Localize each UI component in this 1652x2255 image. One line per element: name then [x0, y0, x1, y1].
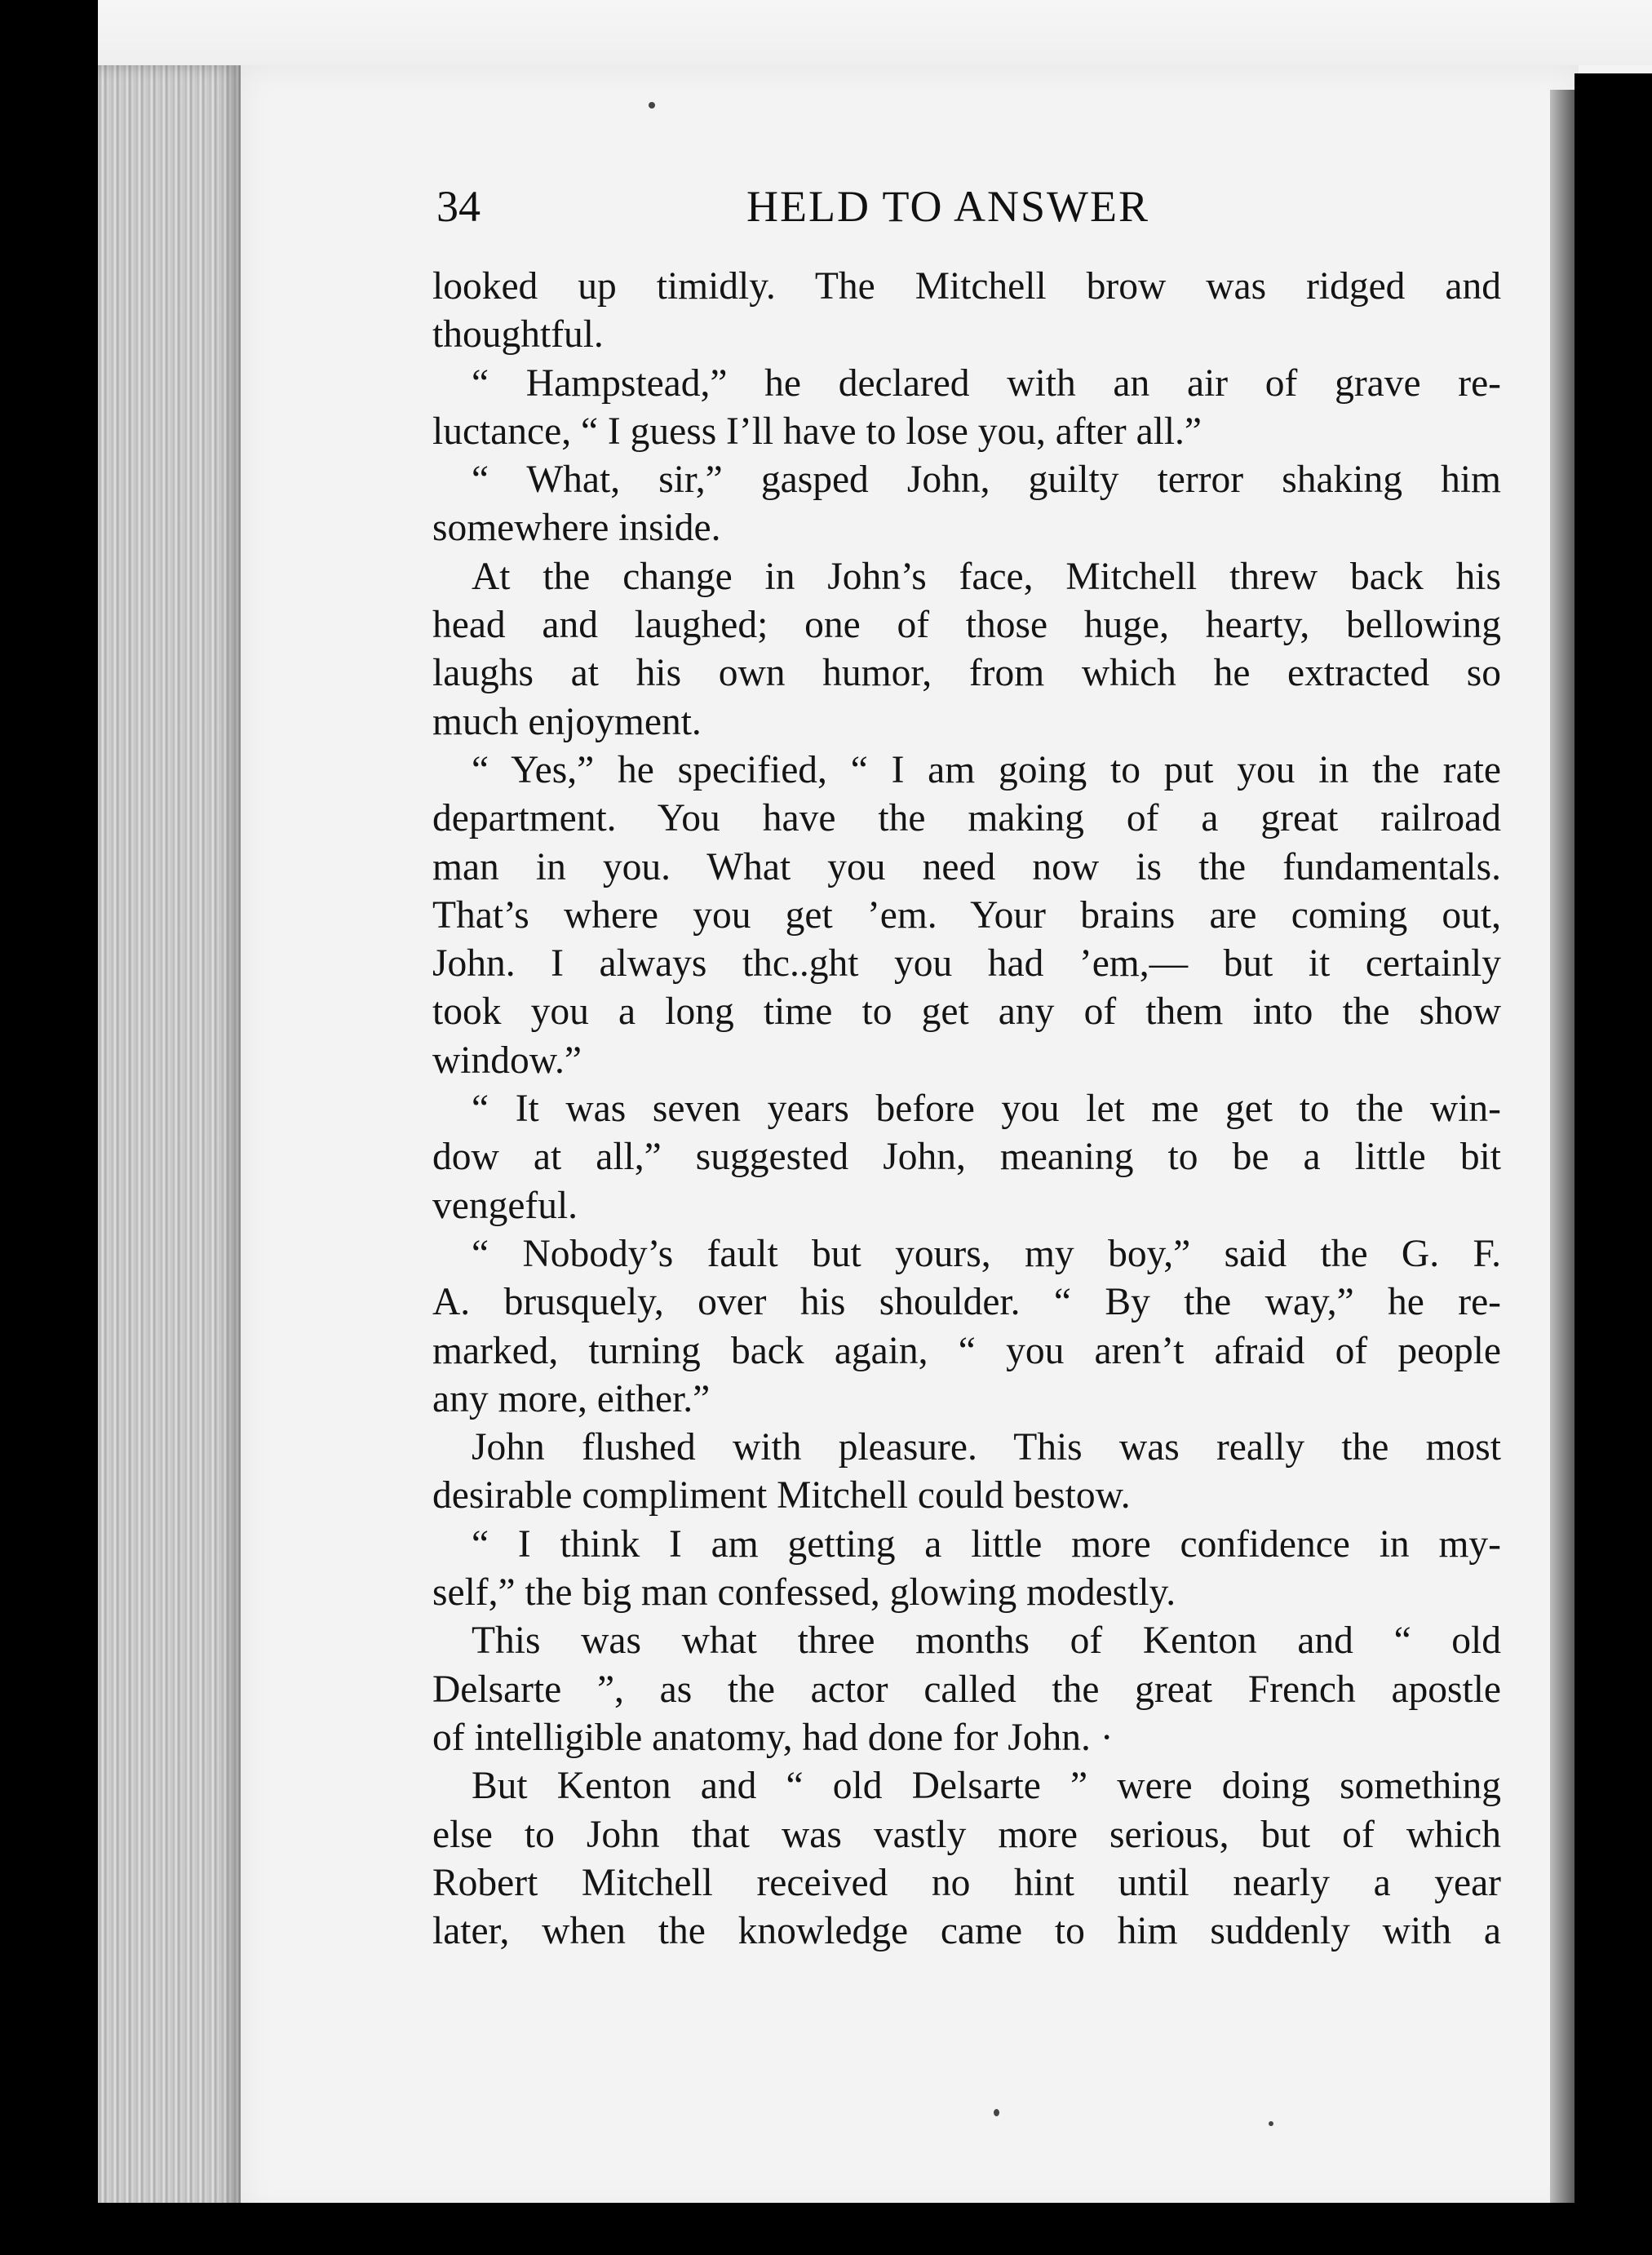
text-line: “ Hampstead,” he declared with an air of grave re-	[472, 361, 1501, 405]
page-number: 34	[436, 182, 481, 231]
text-line: any more, either.”	[432, 1377, 711, 1420]
scan-border-top	[0, 0, 1652, 65]
text-line: of intelligible anatomy, had done for John. ·	[432, 1716, 1114, 1759]
text-line: That’s where you get ’em. Your brains are coming out,	[432, 893, 1501, 937]
text-line: “ Yes,” he specified, “ I am going to put you in the rate	[472, 748, 1501, 791]
text-line: Delsarte ”, as the actor called the great French apostle	[432, 1668, 1501, 1711]
text-line: man in you. What you need now is the fundamentals.	[432, 845, 1501, 888]
text-line: John. I always thc..ght you had ’em,— but it certainly	[432, 942, 1501, 986]
text-line: luctance, “ I guess I’ll have to lose you, after all.”	[432, 410, 1202, 453]
text-line: This was what three months of Kenton and “ old	[472, 1619, 1501, 1663]
scan-border-right	[1574, 73, 1652, 2255]
text-line: self,” the big man confessed, glowing modestly.	[432, 1571, 1176, 1615]
text-line: laughs at his own humor, from which he extracted so	[432, 652, 1501, 695]
text-line: else to John that was vastly more serious, but of which	[432, 1813, 1501, 1856]
text-line: A. brusquely, over his shoulder. “ By the way,” he re-	[432, 1281, 1501, 1324]
text-line: somewhere inside.	[432, 507, 721, 550]
running-head	[436, 181, 1497, 238]
text-line: “ What, sir,” gasped John, guilty terror shaking him	[472, 459, 1501, 502]
text-line: much enjoyment.	[432, 700, 702, 743]
body-text	[432, 263, 1501, 1956]
dust-speck	[1269, 2121, 1273, 2126]
text-line: later, when the knowledge came to him suddenly with a	[432, 1910, 1501, 1953]
text-line: marked, turning back again, “ you aren’t afraid of people	[432, 1329, 1501, 1372]
text-line: department. You have the making of a great railroad	[432, 797, 1501, 840]
scan-border-left	[0, 0, 98, 2255]
text-line: dow at all,” suggested John, meaning to be a little bit	[432, 1136, 1501, 1179]
text-line: But Kenton and “ old Delsarte ” were doing something	[472, 1765, 1501, 1808]
text-line: “ I think I am getting a little more confidence in my-	[472, 1522, 1501, 1566]
text-line: desirable compliment Mitchell could bestow.	[432, 1474, 1131, 1517]
text-line: vengeful.	[432, 1184, 578, 1227]
text-line: At the change in John’s face, Mitchell threw back his	[472, 555, 1501, 598]
text-line: thoughtful.	[432, 313, 604, 357]
text-line: looked up timidly. The Mitchell brow was ridged and	[432, 265, 1501, 308]
text-line: Robert Mitchell received no hint until nearly a year	[432, 1861, 1501, 1904]
scan-border-bottom	[0, 2203, 1652, 2255]
dust-speck	[649, 102, 655, 109]
running-title: HELD TO ANSWER	[746, 182, 1150, 231]
text-line: head and laughed; one of those huge, hearty, bellowing	[432, 604, 1501, 647]
text-line: “ It was seven years before you let me get to the win-	[472, 1088, 1501, 1131]
text-line: “ Nobody’s fault but yours, my boy,” said the G. F.	[472, 1232, 1501, 1275]
book-page-edges	[98, 65, 241, 2215]
text-line: took you a long time to get any of them into the show	[432, 990, 1501, 1034]
dust-speck	[994, 2109, 999, 2116]
text-line: window.”	[432, 1039, 582, 1082]
text-line: John flushed with pleasure. This was really the most	[472, 1426, 1501, 1469]
